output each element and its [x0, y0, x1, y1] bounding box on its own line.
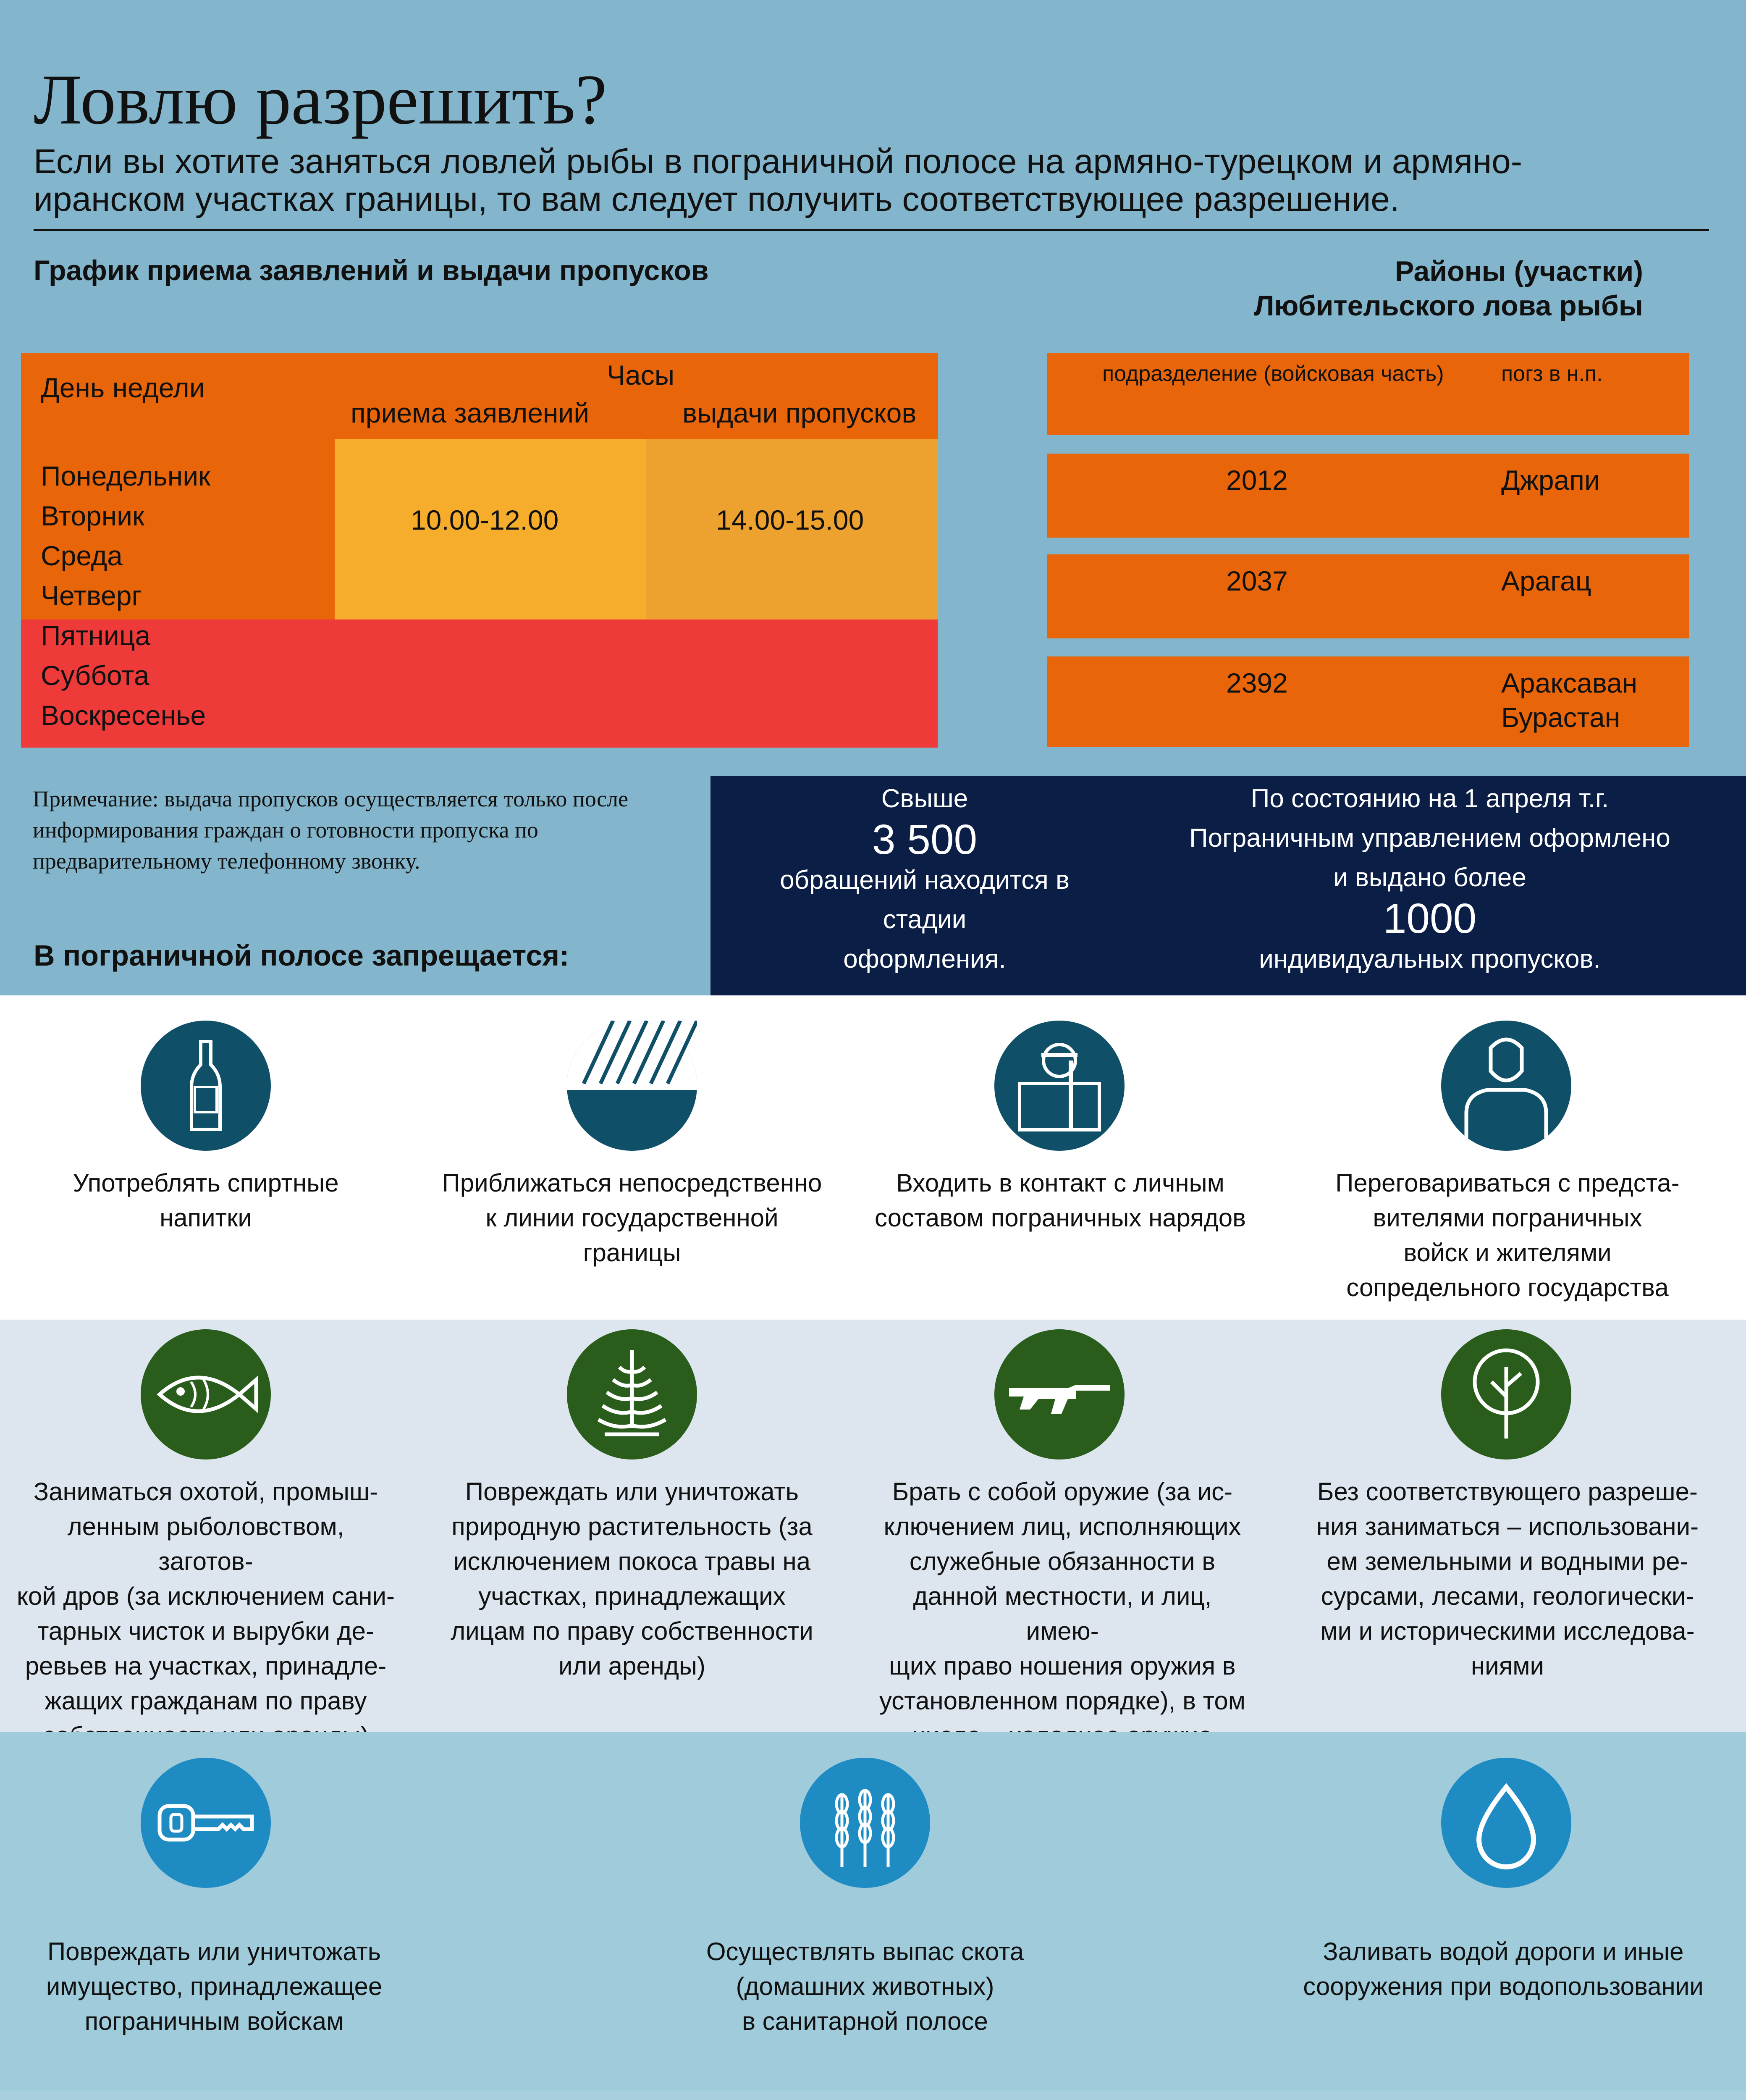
- forbid-contact-guards-caption: [852, 1166, 1268, 1235]
- districts-heading-line1: Районы (участки): [1395, 255, 1643, 287]
- caption-line: Осуществлять выпас скота: [706, 1937, 1024, 1966]
- day-friday: Пятница: [41, 620, 151, 651]
- caption-line: к линии государственной: [485, 1204, 779, 1232]
- page-title: Ловлю разрешить?: [34, 60, 607, 139]
- forbid-alcohol-caption: [38, 1166, 374, 1235]
- caption-line: служебные обязанности в: [909, 1547, 1216, 1575]
- forbid-weapons-caption: [873, 1474, 1251, 1753]
- issue-col-header: выдачи пропусков: [682, 397, 917, 428]
- caption-line: вителями пограничных: [1373, 1204, 1642, 1232]
- violations-note-band: [0, 2091, 1746, 2100]
- caption-line: пограничным войскам: [84, 2007, 344, 2035]
- caption-line: Приближаться непосредственно: [442, 1169, 822, 1197]
- caption-line: сурсами, лесами, геологически-: [1321, 1582, 1694, 1610]
- forbid-talk-neighbors-caption: [1293, 1166, 1722, 1305]
- stat-applications: [736, 779, 1114, 979]
- border-line-icon: [567, 1021, 697, 1151]
- day-header: День недели: [41, 372, 205, 403]
- tree-icon: [1441, 1329, 1571, 1460]
- caption-line: ревьев на участках, принадле-: [25, 1652, 387, 1680]
- schedule-heading: График приема заявлений и выдачи пропусков: [34, 255, 709, 286]
- caption-line: границы: [583, 1239, 681, 1267]
- caption-line: Брать с собой оружие (за ис-: [892, 1478, 1233, 1506]
- caption-line: кой дров (за исключением сани-: [17, 1582, 395, 1610]
- schedule-note: Примечание: выдача пропусков осуществляется только после информирования граждан о готовности пропуска по предварительному телефонному звонку.: [33, 786, 629, 874]
- districts-col-unit: подразделение (войсковая часть): [1102, 362, 1444, 386]
- caption-line: ключением лиц, исполняющих: [883, 1512, 1241, 1541]
- caption-line: участках, принадлежащих: [478, 1582, 786, 1610]
- forbid-damage-property-caption: [25, 1934, 403, 2039]
- border-guard-icon: [994, 1021, 1125, 1151]
- district-unit: 2037: [1226, 565, 1288, 596]
- caption-line: в санитарной полосе: [742, 2007, 988, 2035]
- caption-line: Заниматься охотой, промыш-: [33, 1478, 378, 1506]
- caption-line: установленном порядке), в том: [879, 1687, 1246, 1715]
- caption-line: данной местности, и лиц, имею-: [913, 1582, 1212, 1645]
- caption-line: Входить в контакт с личным: [896, 1169, 1224, 1197]
- caption-line: ленным рыболовством, заготов-: [67, 1512, 344, 1575]
- wheat-icon: [800, 1758, 930, 1888]
- caption-line: щих право ношения оружия в: [889, 1652, 1236, 1680]
- day-sunday: Воскресенье: [41, 700, 206, 731]
- caption-line: напитки: [160, 1204, 252, 1232]
- district-post: Джрапи: [1501, 465, 1600, 496]
- caption-line: Заливать водой дороги и иные: [1323, 1937, 1684, 1966]
- forbid-vegetation-caption: [441, 1474, 823, 1683]
- forbid-grazing-caption: [655, 1934, 1075, 2039]
- bottle-icon: [141, 1021, 271, 1151]
- stat-passes-line4: индивидуальных пропусков.: [1259, 945, 1601, 974]
- key-icon: [141, 1758, 271, 1888]
- stat-applications-text2: оформления.: [843, 945, 1006, 974]
- district-unit: 2012: [1226, 465, 1288, 496]
- caption-line: исключением покоса травы на: [453, 1547, 811, 1575]
- fish-icon: [141, 1329, 271, 1460]
- issue-time: 14.00-15.00: [716, 504, 864, 536]
- district-post: Арагац: [1501, 565, 1591, 596]
- caption-line: ниями: [1471, 1652, 1544, 1680]
- districts-heading: [1254, 254, 1643, 323]
- caption-line: ми и историческими исследова-: [1320, 1617, 1695, 1645]
- stat-applications-number: 3 500: [872, 816, 978, 863]
- caption-line: жащих гражданам по праву: [45, 1687, 367, 1715]
- stat-passes-line3: и выдано более: [1333, 863, 1526, 892]
- caption-line: Переговариваться с предста-: [1335, 1169, 1680, 1197]
- caption-line: Употреблять спиртные: [73, 1169, 339, 1197]
- forbid-approach-border-caption: [424, 1166, 840, 1270]
- person-icon: [1441, 1021, 1571, 1151]
- intro-text: Если вы хотите заняться ловлей рыбы в пограничной полосе на армяно-турецком и армяно-иранском участках границы, то вам следует получить соответствующее разрешение.: [34, 142, 1523, 218]
- fir-tree-icon: [567, 1329, 697, 1460]
- day-tuesday: Вторник: [41, 500, 144, 531]
- receive-col-header: приема заявлений: [351, 397, 590, 428]
- day-thursday: Четверг: [41, 580, 142, 611]
- day-monday: Понедельник: [41, 460, 210, 491]
- divider: [34, 229, 1709, 231]
- caption-line: ния заниматься – использовани-: [1316, 1512, 1699, 1541]
- district-unit: 2392: [1226, 667, 1288, 698]
- forbid-resources-caption: [1306, 1474, 1709, 1683]
- caption-line: войск и жителями: [1403, 1239, 1612, 1267]
- stat-passes-line2: Пограничным управлением оформлено: [1189, 824, 1670, 853]
- district-row: [1047, 554, 1689, 638]
- caption-line: Повреждать или уничтожать: [47, 1937, 381, 1966]
- water-drop-icon: [1441, 1758, 1571, 1888]
- caption-line: сопредельного государства: [1346, 1273, 1669, 1302]
- stat-applications-pre: Свыше: [881, 784, 968, 813]
- caption-line: составом пограничных нарядов: [875, 1204, 1246, 1232]
- district-post-2: Бурастан: [1501, 702, 1620, 733]
- district-post: Араксаван: [1501, 667, 1638, 698]
- hours-header: Часы: [607, 360, 675, 391]
- districts-col-post: погз в н.п.: [1501, 362, 1603, 386]
- rifle-icon: [994, 1329, 1125, 1460]
- caption-line: имущество, принадлежащее: [46, 1972, 383, 2000]
- caption-line: (домашних животных): [736, 1972, 994, 2000]
- caption-line: или аренды): [558, 1652, 706, 1680]
- forbid-flooding-caption: [1272, 1934, 1734, 2004]
- stat-applications-text1: обращений находится в стадии: [780, 866, 1070, 934]
- day-saturday: Суббота: [41, 660, 149, 691]
- stat-passes: [1165, 779, 1694, 979]
- caption-line: лицам по праву собственности: [451, 1617, 813, 1645]
- caption-line: Без соответствующего разреше-: [1317, 1478, 1698, 1506]
- stat-passes-number: 1000: [1383, 895, 1477, 942]
- receive-time: 10.00-12.00: [411, 504, 559, 536]
- day-wednesday: Среда: [41, 540, 123, 571]
- caption-line: тарных чисток и вырубки де-: [37, 1617, 375, 1645]
- caption-line: ем земельными и водными ре-: [1327, 1547, 1688, 1575]
- caption-line: Повреждать или уничтожать: [465, 1478, 799, 1506]
- forbidden-heading: В пограничной полосе запрещается:: [34, 939, 569, 972]
- stat-passes-line1: По состоянию на 1 апреля т.г.: [1251, 784, 1609, 813]
- caption-line: сооружения при водопользовании: [1303, 1972, 1704, 2000]
- forbid-hunting-caption: [17, 1474, 395, 1753]
- districts-heading-line2: Любительского лова рыбы: [1254, 290, 1643, 322]
- caption-line: природную растительность (за: [451, 1512, 813, 1541]
